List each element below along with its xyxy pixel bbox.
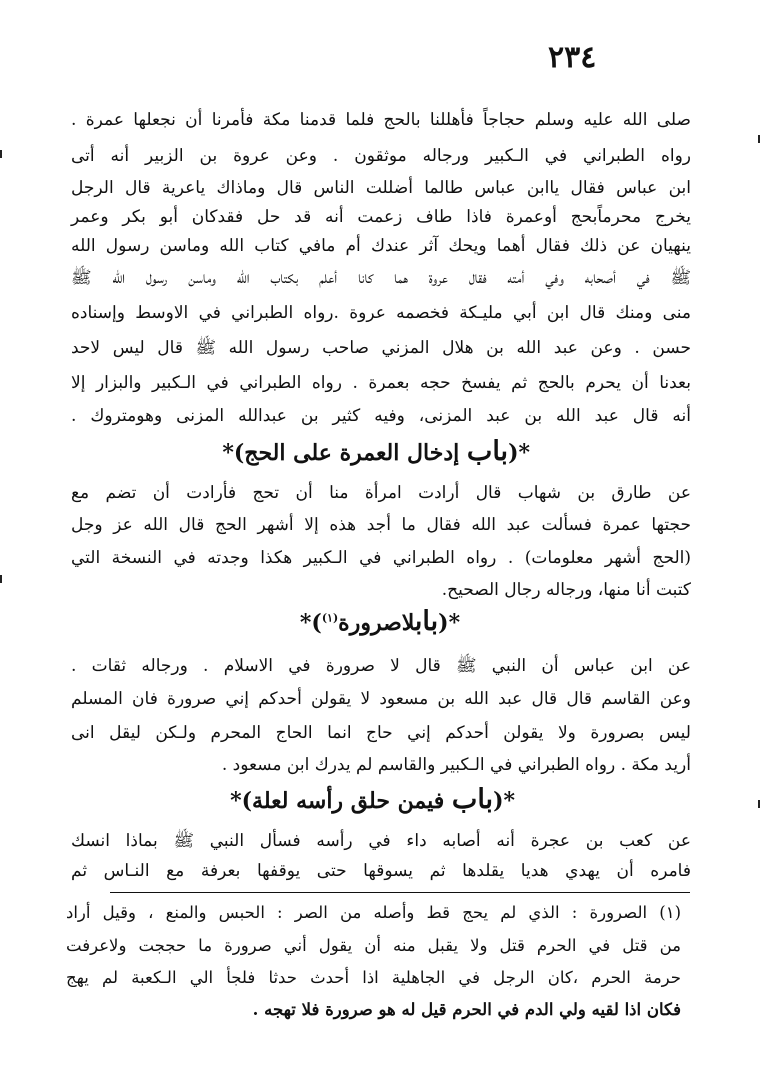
title-bab: باب [414,606,439,637]
text-line: كتبت أنا منها، ورجاله رجال الصحيح. [441,580,691,600]
text-line: منى ومنك قال ابن أبي مليـكة فخصمه عروة .رواه الطبراني في الاوسط وإسناده [71,303,691,323]
text-line: فامره أن يهدي هديا يقلدها ثم يسوقها حتى يوقفها بعرفة مع النـاس ثم [71,861,691,881]
scan-mark [758,135,760,143]
footnote-line: حرمة الحرم ،كان الرجل في الجاهلية اذا أحدث حدثا فلجأ الي الـكعبة لم يهج [66,968,681,987]
text-line: ﷺ في أصحابه وفي أمته فقال عروة هما كانا أعلم بكتاب الله وماسن رسول الله ﷺ [71,268,691,288]
text-line: ابن عباس فقال ياابن عباس طالما أضللت الناس قال وماذاك ياعرية قال الرجل [71,178,691,198]
title-text: فيمن حلق رأسه لعلة [252,788,445,814]
text-line: حجتها عمرة فسألت عبد الله فقال ما أجد هذه إلا أشهر الحج قال الله عز وجل [71,515,691,535]
scan-mark [0,575,2,583]
text-line: عن ابن عباس أن النبي ﷺ قال لا صرورة في الاسلام . ورجاله ثقات . [71,656,691,676]
text-line: (الحج أشهر معلومات) . رواه الطبراني في الـكبير هكذا وجدته في النسخة التي [71,548,691,568]
text-line: بعدنا أن يحرم بالحج ثم يفسخ حجه بعمرة . رواه الطبراني في الـكبير والبزار إلا [71,373,691,393]
text-line: حسن . وعن عبد الله بن هلال المزني صاحب رسول الله ﷺ قال ليس لاحد [71,338,691,358]
footnote-ref: (١) [321,611,339,625]
text-line: عن كعب بن عجرة أنه أصابه داء في رأسه فسأل النبي ﷺ بماذا انسك [71,831,691,851]
title-mark: )* [299,610,322,636]
title-text: لاصرورة [338,610,415,636]
footnote-line: فكان اذا لقيه ولي الدم في الحرم قيل له هو صرورة فلا تهجه . [252,1000,681,1019]
text-line: عن طارق بن شهاب قال أرادت امرأة منا أن تحج فأرادت أن تضم مع [71,483,691,503]
scan-mark [0,150,2,158]
text-line: ينهيان عن ذلك فقال أهما ويحك آثر عندك أم مافي كتاب الله وماسن رسول الله [71,236,691,256]
text-line: ليس بصرورة ولا يقولن أحدكم إني حاج انما الحاج المحرم ولـكن ليقل انى [71,723,691,743]
footnote-line: من قتل في الحرم قتل ولا يقبل منه أن يقول أني صرورة ما حججت ولاعرفت [66,936,681,955]
text-line: أنه قال عبد الله بن عبد المزنى، وفيه كثير بن عبدالله المزنى وهومتروك . [71,406,691,426]
title-bab: باب [451,784,494,815]
section-title [222,436,530,467]
title-mark: )* [222,440,245,466]
title-text: إدخال العمرة على الحج [244,440,460,466]
title-mark: *( [493,788,515,814]
page-number: ٢٣٤ [548,40,597,75]
text-line: وعن القاسم قال قال عبد الله بن مسعود لا يقولن أحدكم إني صرورة فان المسلم [71,689,691,709]
scan-mark [758,800,760,808]
text-line: صلى الله عليه وسلم حجاجاً فأهللنا بالحج فلما قدمنا مكة فأمرنا أن نجعلها عمرة . [71,110,691,130]
text-line: يخرج محرماًبحج أوعمرة فاذا طاف زعمت أنه قد حل فقدكان أبو بكر وعمر [71,207,691,227]
footnote-line: (١) الصرورة : الذي لم يحج قط وأصله من الصر : الحبس والمنع ، وقيل أراد [66,903,681,922]
title-mark: *( [508,440,530,466]
text-line: رواه الطبراني في الـكبير ورجاله موثقون . وعن عروة بن الزبير أنه أتى [71,146,691,166]
title-mark: )* [230,788,253,814]
section-title [230,784,515,815]
footnote-divider [110,892,690,893]
title-mark: *( [438,610,461,636]
section-title [270,608,490,635]
title-bab: باب [466,436,509,467]
text-line: أريد مكة . رواه الطبراني في الـكبير والقاسم لم يدرك ابن مسعود . [221,755,691,775]
